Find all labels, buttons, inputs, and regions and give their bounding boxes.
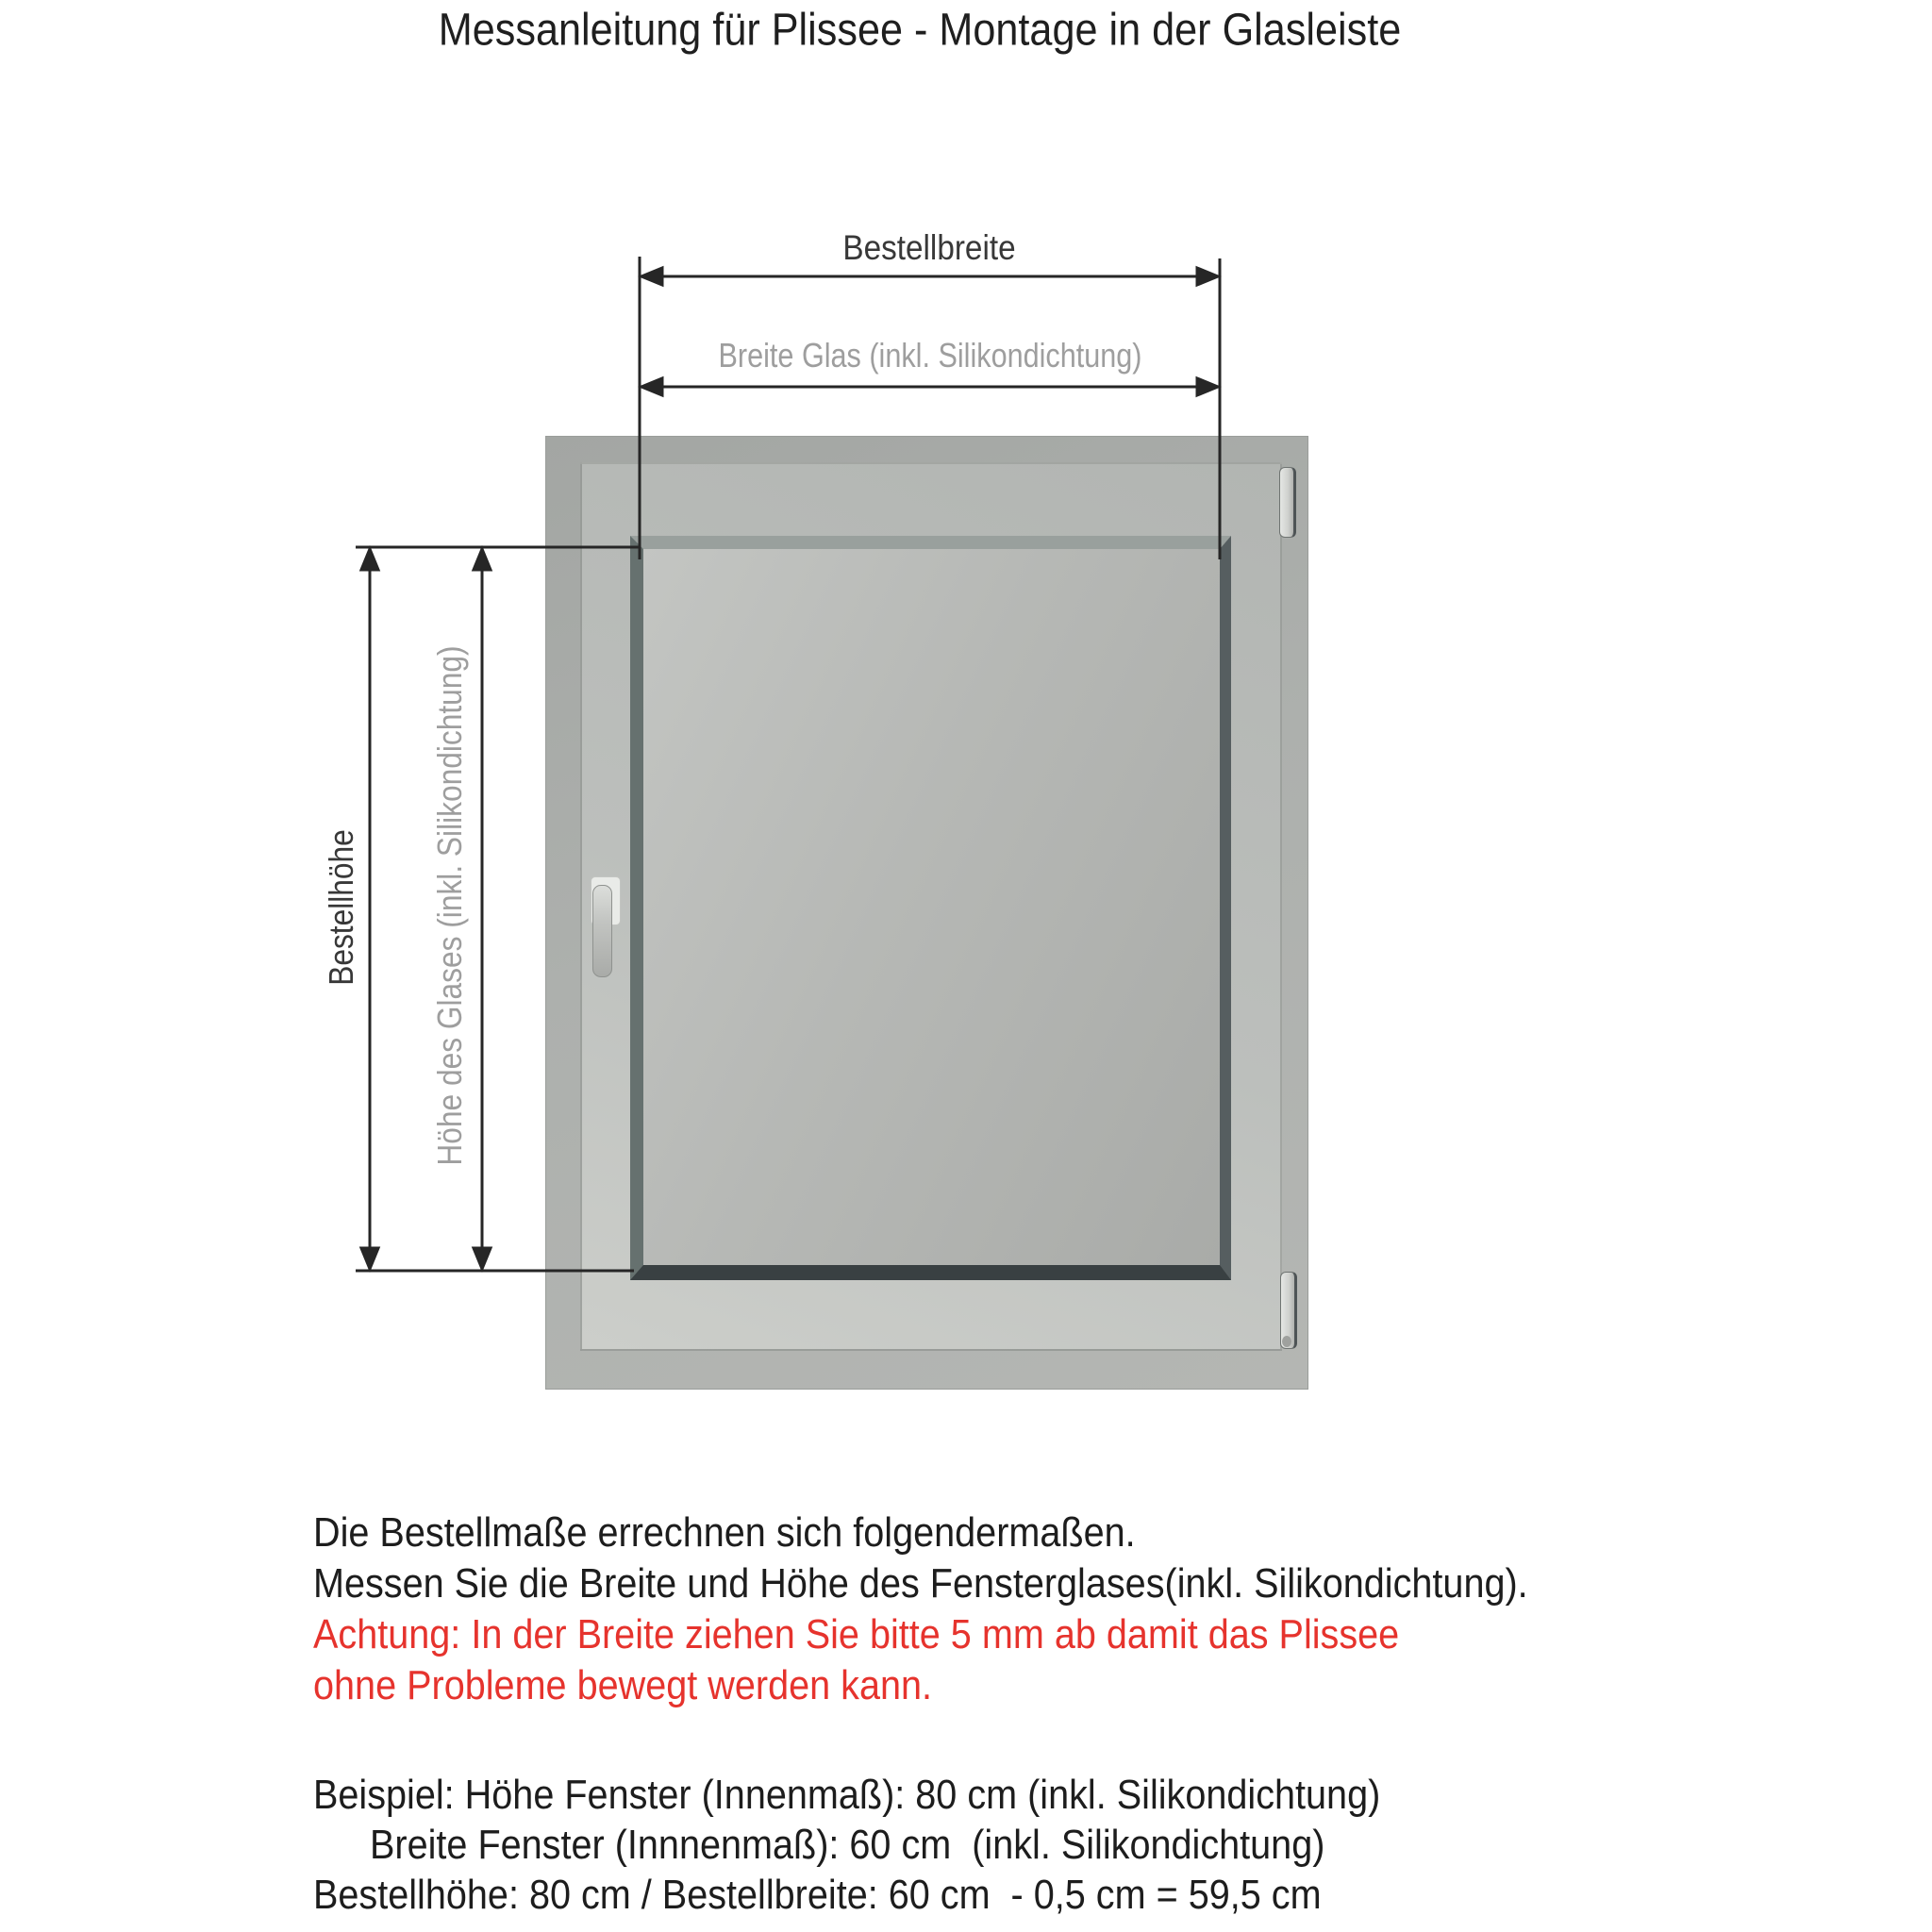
example-line: Bestellhöhe: 80 cm / Bestellbreite: 60 cm - 0,5 cm = 59,5 cm bbox=[313, 1872, 1322, 1918]
order-height-arrowhead-bottom bbox=[361, 1248, 378, 1269]
example-line: Beispiel: Höhe Fenster (Innenmaß): 80 cm (inkl. Silikondichtung) bbox=[313, 1772, 1381, 1818]
warning-line: ohne Probleme bewegt werden kann. bbox=[313, 1662, 933, 1708]
glass-width-arrowhead-right bbox=[1197, 378, 1218, 395]
order-width-arrowhead-right bbox=[1197, 268, 1218, 285]
glass-height-arrowhead-bottom bbox=[474, 1248, 491, 1269]
glass-width-arrowhead-left bbox=[641, 378, 662, 395]
order-height-label: Bestellhöhe bbox=[322, 829, 360, 986]
example-line: Breite Fenster (Innnenmaß): 60 cm (inkl. Silikondichtung) bbox=[370, 1822, 1325, 1868]
order-width-label: Bestellbreite bbox=[842, 228, 1016, 267]
instruction-line: Messen Sie die Breite und Höhe des Fensterglases(inkl. Silikondichtung). bbox=[313, 1560, 1528, 1607]
order-height-arrowhead-top bbox=[361, 549, 378, 570]
example-text bbox=[313, 1770, 1499, 1920]
instructions-text bbox=[313, 1507, 1663, 1711]
warning-line: Achtung: In der Breite ziehen Sie bitte 5 mm ab damit das Plissee bbox=[313, 1611, 1400, 1657]
page-title: Messanleitung für Plissee - Montage in der Glasleiste bbox=[438, 5, 1402, 56]
instruction-line: Die Bestellmaße errechnen sich folgendermaßen. bbox=[313, 1509, 1136, 1556]
glass-height-label: Höhe des Glases (inkl. Silikondichtung) bbox=[430, 645, 469, 1166]
glass-height-arrowhead-top bbox=[474, 549, 491, 570]
glass-width-label: Breite Glas (inkl. Silikondichtung) bbox=[718, 336, 1142, 375]
order-width-arrowhead-left bbox=[641, 268, 662, 285]
